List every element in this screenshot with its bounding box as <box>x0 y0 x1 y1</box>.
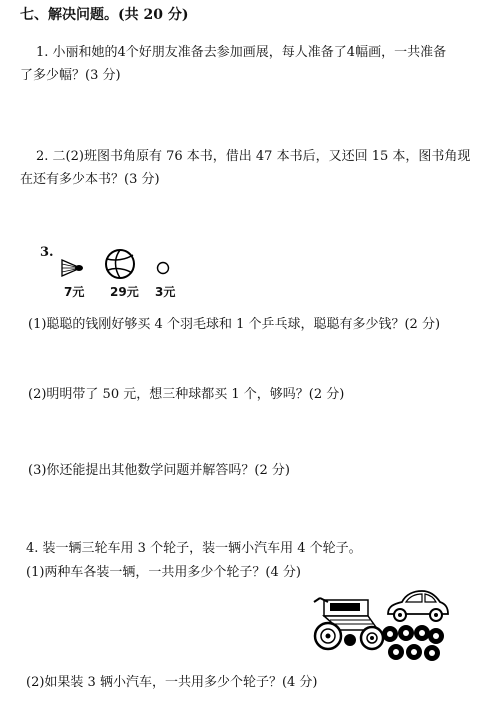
ping-pong-ball-price: 3元 <box>155 285 176 299</box>
shuttlecock-price: 7元 <box>64 285 85 299</box>
question-1-line-1: 1. 小丽和她的4个好朋友准备去参加画展，每人准备了4幅画，一共准备 <box>36 45 447 60</box>
question-3-number: 3. <box>40 245 54 260</box>
question-1-line-2: 了多少幅？(3 分) <box>20 68 121 83</box>
question-4-sub-1: (1)两种车各装一辆，一共用多少个轮子？(4 分) <box>26 565 301 580</box>
volleyball-price: 29元 <box>110 285 139 299</box>
section-title: 七、解决问题。(共 20 分) <box>20 7 189 23</box>
volleyball-icon <box>104 248 136 280</box>
question-3-sub-3: (3)你还能提出其他数学问题并解答吗？(2 分) <box>28 463 290 478</box>
question-3-sub-2: (2)明明带了 50 元，想三种球都买 1 个，够吗？(2 分) <box>28 387 345 402</box>
ping-pong-ball-icon <box>156 261 170 275</box>
tricycle-icon <box>310 594 388 652</box>
wheels-icon <box>378 624 446 664</box>
car-icon <box>384 588 450 626</box>
question-4-sub-2: (2)如果装 3 辆小汽车，一共用多少个轮子？(4 分) <box>26 675 318 690</box>
question-2-line-2: 在还有多少本书？(3 分) <box>20 172 160 187</box>
shuttlecock-icon <box>60 256 84 278</box>
question-4-line-1: 4. 装一辆三轮车用 3 个轮子，装一辆小汽车用 4 个轮子。 <box>26 541 362 556</box>
question-3-sub-1: (1)聪聪的钱刚好够买 4 个羽毛球和 1 个乒乓球，聪聪有多少钱？(2 分) <box>28 317 441 332</box>
question-2-line-1: 2. 二(2)班图书角原有 76 本书，借出 47 本书后，又还回 15 本，图书角现 <box>36 149 471 164</box>
